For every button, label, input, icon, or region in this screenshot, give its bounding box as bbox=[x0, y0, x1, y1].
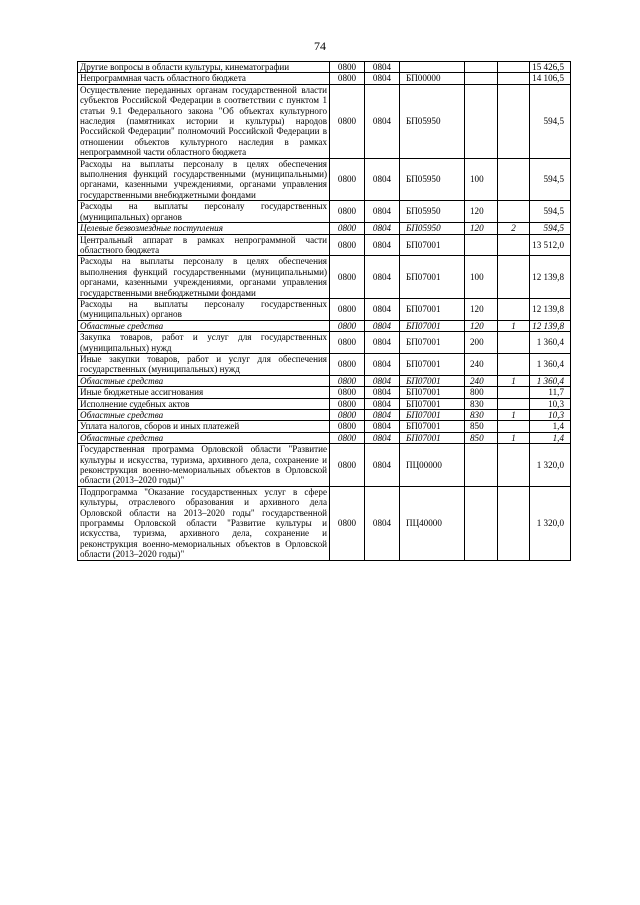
row-amount: 1 320,0 bbox=[530, 444, 571, 487]
row-amount: 15 426,5 bbox=[530, 62, 571, 73]
row-name-cell: Уплата налогов, сборов и иных платежей bbox=[78, 421, 330, 432]
row-name-cell: Областные средства bbox=[78, 410, 330, 421]
row-target-article-code: БП05950 bbox=[400, 84, 465, 158]
row-expense-type-code: 830 bbox=[465, 410, 498, 421]
row-section-code: 0800 bbox=[330, 375, 365, 386]
row-section-code: 0800 bbox=[330, 84, 365, 158]
row-subsection-code: 0804 bbox=[365, 444, 400, 487]
row-section-code: 0800 bbox=[330, 486, 365, 560]
table-row bbox=[78, 353, 571, 375]
table-row bbox=[78, 432, 571, 443]
row-target-article-code: ПЦ40000 bbox=[400, 486, 465, 560]
row-section-code: 0800 bbox=[330, 410, 365, 421]
row-amount: 594,5 bbox=[530, 201, 571, 223]
row-section-code: 0800 bbox=[330, 432, 365, 443]
row-funding-source-code: 1 bbox=[498, 410, 530, 421]
table-row bbox=[78, 84, 571, 158]
row-expense-type-code: 100 bbox=[465, 158, 498, 201]
row-expense-type-code: 850 bbox=[465, 432, 498, 443]
row-funding-source-code bbox=[498, 486, 530, 560]
row-section-code: 0800 bbox=[330, 201, 365, 223]
row-subsection-code: 0804 bbox=[365, 387, 400, 398]
table-row bbox=[78, 201, 571, 223]
row-subsection-code: 0804 bbox=[365, 410, 400, 421]
row-name-cell: Расходы на выплаты персоналу в целях обеспечения выполнения функций государственными (муниципальными) органами, казенными учреждениями, органами управления государственными внебюджетными фондами bbox=[78, 256, 330, 299]
table-row bbox=[78, 256, 571, 299]
row-section-code: 0800 bbox=[330, 298, 365, 320]
table-row bbox=[78, 62, 571, 73]
row-funding-source-code bbox=[498, 387, 530, 398]
row-funding-source-code bbox=[498, 201, 530, 223]
row-section-code: 0800 bbox=[330, 398, 365, 409]
row-name-cell: Иные бюджетные ассигнования bbox=[78, 387, 330, 398]
row-section-code: 0800 bbox=[330, 421, 365, 432]
row-target-article-code: БП07001 bbox=[400, 410, 465, 421]
row-expense-type-code bbox=[465, 73, 498, 84]
row-funding-source-code: 1 bbox=[498, 432, 530, 443]
row-subsection-code: 0804 bbox=[365, 486, 400, 560]
row-name-cell: Расходы на выплаты персоналу государственных (муниципальных) органов bbox=[78, 201, 330, 223]
row-subsection-code: 0804 bbox=[365, 320, 400, 331]
row-expense-type-code bbox=[465, 84, 498, 158]
row-subsection-code: 0804 bbox=[365, 234, 400, 256]
table-row bbox=[78, 387, 571, 398]
row-section-code: 0800 bbox=[330, 73, 365, 84]
row-subsection-code: 0804 bbox=[365, 73, 400, 84]
row-expense-type-code: 200 bbox=[465, 332, 498, 354]
row-name-cell: Закупка товаров, работ и услуг для государственных (муниципальных) нужд bbox=[78, 332, 330, 354]
row-target-article-code: БП07001 bbox=[400, 320, 465, 331]
row-subsection-code: 0804 bbox=[365, 158, 400, 201]
table-row bbox=[78, 421, 571, 432]
table-row bbox=[78, 375, 571, 386]
table-row bbox=[78, 486, 571, 560]
row-subsection-code: 0804 bbox=[365, 298, 400, 320]
table-row bbox=[78, 158, 571, 201]
row-target-article-code: БП07001 bbox=[400, 332, 465, 354]
row-subsection-code: 0804 bbox=[365, 421, 400, 432]
row-name-cell: Целевые безвозмездные поступления bbox=[78, 223, 330, 234]
row-expense-type-code: 850 bbox=[465, 421, 498, 432]
row-name-cell: Государственная программа Орловской области "Развитие культуры и искусства, туризма, архивного дела, сохранение и реконструкция военно-мемориальных объектов в Орловской области (2013–2020 годы)" bbox=[78, 444, 330, 487]
row-section-code: 0800 bbox=[330, 387, 365, 398]
row-subsection-code: 0804 bbox=[365, 84, 400, 158]
row-section-code: 0800 bbox=[330, 332, 365, 354]
row-name-cell: Расходы на выплаты персоналу государственных (муниципальных) органов bbox=[78, 298, 330, 320]
table-row bbox=[78, 332, 571, 354]
row-amount: 12 139,8 bbox=[530, 256, 571, 299]
row-subsection-code: 0804 bbox=[365, 398, 400, 409]
row-funding-source-code bbox=[498, 234, 530, 256]
table-row bbox=[78, 223, 571, 234]
row-funding-source-code bbox=[498, 158, 530, 201]
row-subsection-code: 0804 bbox=[365, 353, 400, 375]
row-funding-source-code bbox=[498, 332, 530, 354]
row-target-article-code: БП07001 bbox=[400, 353, 465, 375]
table-row bbox=[78, 73, 571, 84]
row-expense-type-code: 120 bbox=[465, 320, 498, 331]
row-amount: 10,3 bbox=[530, 398, 571, 409]
row-target-article-code: БП00000 bbox=[400, 73, 465, 84]
row-target-article-code: БП07001 bbox=[400, 298, 465, 320]
row-subsection-code: 0804 bbox=[365, 375, 400, 386]
row-target-article-code: БП07001 bbox=[400, 421, 465, 432]
row-name-cell: Областные средства bbox=[78, 432, 330, 443]
row-amount: 11,7 bbox=[530, 387, 571, 398]
row-target-article-code: БП07001 bbox=[400, 375, 465, 386]
row-name-cell: Иные закупки товаров, работ и услуг для обеспечения государственных (муниципальных) нужд bbox=[78, 353, 330, 375]
row-funding-source-code bbox=[498, 421, 530, 432]
row-target-article-code: БП07001 bbox=[400, 432, 465, 443]
row-amount: 10,3 bbox=[530, 410, 571, 421]
row-funding-source-code: 2 bbox=[498, 223, 530, 234]
table-row bbox=[78, 444, 571, 487]
row-section-code: 0800 bbox=[330, 353, 365, 375]
row-amount: 594,5 bbox=[530, 223, 571, 234]
row-name-cell: Центральный аппарат в рамках непрограммной части областного бюджета bbox=[78, 234, 330, 256]
row-funding-source-code bbox=[498, 256, 530, 299]
row-amount: 12 139,8 bbox=[530, 320, 571, 331]
row-funding-source-code bbox=[498, 353, 530, 375]
row-funding-source-code: 1 bbox=[498, 320, 530, 331]
row-amount: 1 360,4 bbox=[530, 332, 571, 354]
row-section-code: 0800 bbox=[330, 234, 365, 256]
row-amount: 1,4 bbox=[530, 432, 571, 443]
row-expense-type-code: 240 bbox=[465, 353, 498, 375]
row-expense-type-code bbox=[465, 486, 498, 560]
row-target-article-code bbox=[400, 62, 465, 73]
row-amount: 1,4 bbox=[530, 421, 571, 432]
row-subsection-code: 0804 bbox=[365, 201, 400, 223]
row-target-article-code: БП07001 bbox=[400, 398, 465, 409]
row-target-article-code: БП05950 bbox=[400, 201, 465, 223]
row-target-article-code: БП05950 bbox=[400, 223, 465, 234]
row-section-code: 0800 bbox=[330, 158, 365, 201]
row-subsection-code: 0804 bbox=[365, 62, 400, 73]
row-section-code: 0800 bbox=[330, 320, 365, 331]
row-name-cell: Непрограммная часть областного бюджета bbox=[78, 73, 330, 84]
row-funding-source-code: 1 bbox=[498, 375, 530, 386]
row-amount: 594,5 bbox=[530, 158, 571, 201]
row-name-cell: Областные средства bbox=[78, 375, 330, 386]
row-amount: 1 320,0 bbox=[530, 486, 571, 560]
row-subsection-code: 0804 bbox=[365, 432, 400, 443]
row-expense-type-code: 240 bbox=[465, 375, 498, 386]
row-target-article-code: БП07001 bbox=[400, 256, 465, 299]
row-funding-source-code bbox=[498, 298, 530, 320]
row-expense-type-code bbox=[465, 234, 498, 256]
row-amount: 13 512,0 bbox=[530, 234, 571, 256]
row-expense-type-code: 120 bbox=[465, 223, 498, 234]
row-name-cell: Областные средства bbox=[78, 320, 330, 331]
page-number: 74 bbox=[314, 39, 326, 53]
row-target-article-code: БП05950 bbox=[400, 158, 465, 201]
row-expense-type-code: 120 bbox=[465, 201, 498, 223]
row-target-article-code: ПЦ00000 bbox=[400, 444, 465, 487]
row-name-cell: Подпрограмма "Оказание государственных услуг в сфере культуры, отраслевого образования и архивного дела Орловской области на 2013–2020 годы" государственной программы Орловской области "Развитие культуры и искусства, туризма, архивного дела, сохранение и реконструкция военно-мемориальных объектов в Орловской области (2013–2020 годы)" bbox=[78, 486, 330, 560]
row-section-code: 0800 bbox=[330, 223, 365, 234]
row-subsection-code: 0804 bbox=[365, 223, 400, 234]
row-section-code: 0800 bbox=[330, 256, 365, 299]
table-row bbox=[78, 410, 571, 421]
row-funding-source-code bbox=[498, 73, 530, 84]
budget-table bbox=[77, 61, 571, 561]
row-expense-type-code: 100 bbox=[465, 256, 498, 299]
row-subsection-code: 0804 bbox=[365, 256, 400, 299]
row-funding-source-code bbox=[498, 444, 530, 487]
row-amount: 594,5 bbox=[530, 84, 571, 158]
row-funding-source-code bbox=[498, 398, 530, 409]
table-row bbox=[78, 320, 571, 331]
table-row bbox=[78, 298, 571, 320]
row-expense-type-code bbox=[465, 62, 498, 73]
row-amount: 12 139,8 bbox=[530, 298, 571, 320]
table-row bbox=[78, 398, 571, 409]
row-target-article-code: БП07001 bbox=[400, 387, 465, 398]
row-expense-type-code: 830 bbox=[465, 398, 498, 409]
table-row bbox=[78, 234, 571, 256]
row-name-cell: Другие вопросы в области культуры, кинематографии bbox=[78, 62, 330, 73]
row-name-cell: Осуществление переданных органам государственной власти субъектов Российской Федерации в соответствии с пунктом 1 статьи 9.1 Федерального закона "Об объектах культурного наследия (памятниках истории и культуры) народов Российской Федерации" полномочий Российской Федерации в отношении объектов культурного наследия в рамках непрограммной части областного бюджета bbox=[78, 84, 330, 158]
row-section-code: 0800 bbox=[330, 444, 365, 487]
row-amount: 14 106,5 bbox=[530, 73, 571, 84]
row-target-article-code: БП07001 bbox=[400, 234, 465, 256]
row-subsection-code: 0804 bbox=[365, 332, 400, 354]
row-amount: 1 360,4 bbox=[530, 353, 571, 375]
row-expense-type-code: 800 bbox=[465, 387, 498, 398]
row-expense-type-code: 120 bbox=[465, 298, 498, 320]
row-amount: 1 360,4 bbox=[530, 375, 571, 386]
row-name-cell: Расходы на выплаты персоналу в целях обеспечения выполнения функций государственными (муниципальными) органами, казенными учреждениями, органами управления государственными внебюджетными фондами bbox=[78, 158, 330, 201]
row-funding-source-code bbox=[498, 62, 530, 73]
row-funding-source-code bbox=[498, 84, 530, 158]
row-name-cell: Исполнение судебных актов bbox=[78, 398, 330, 409]
row-section-code: 0800 bbox=[330, 62, 365, 73]
row-expense-type-code bbox=[465, 444, 498, 487]
